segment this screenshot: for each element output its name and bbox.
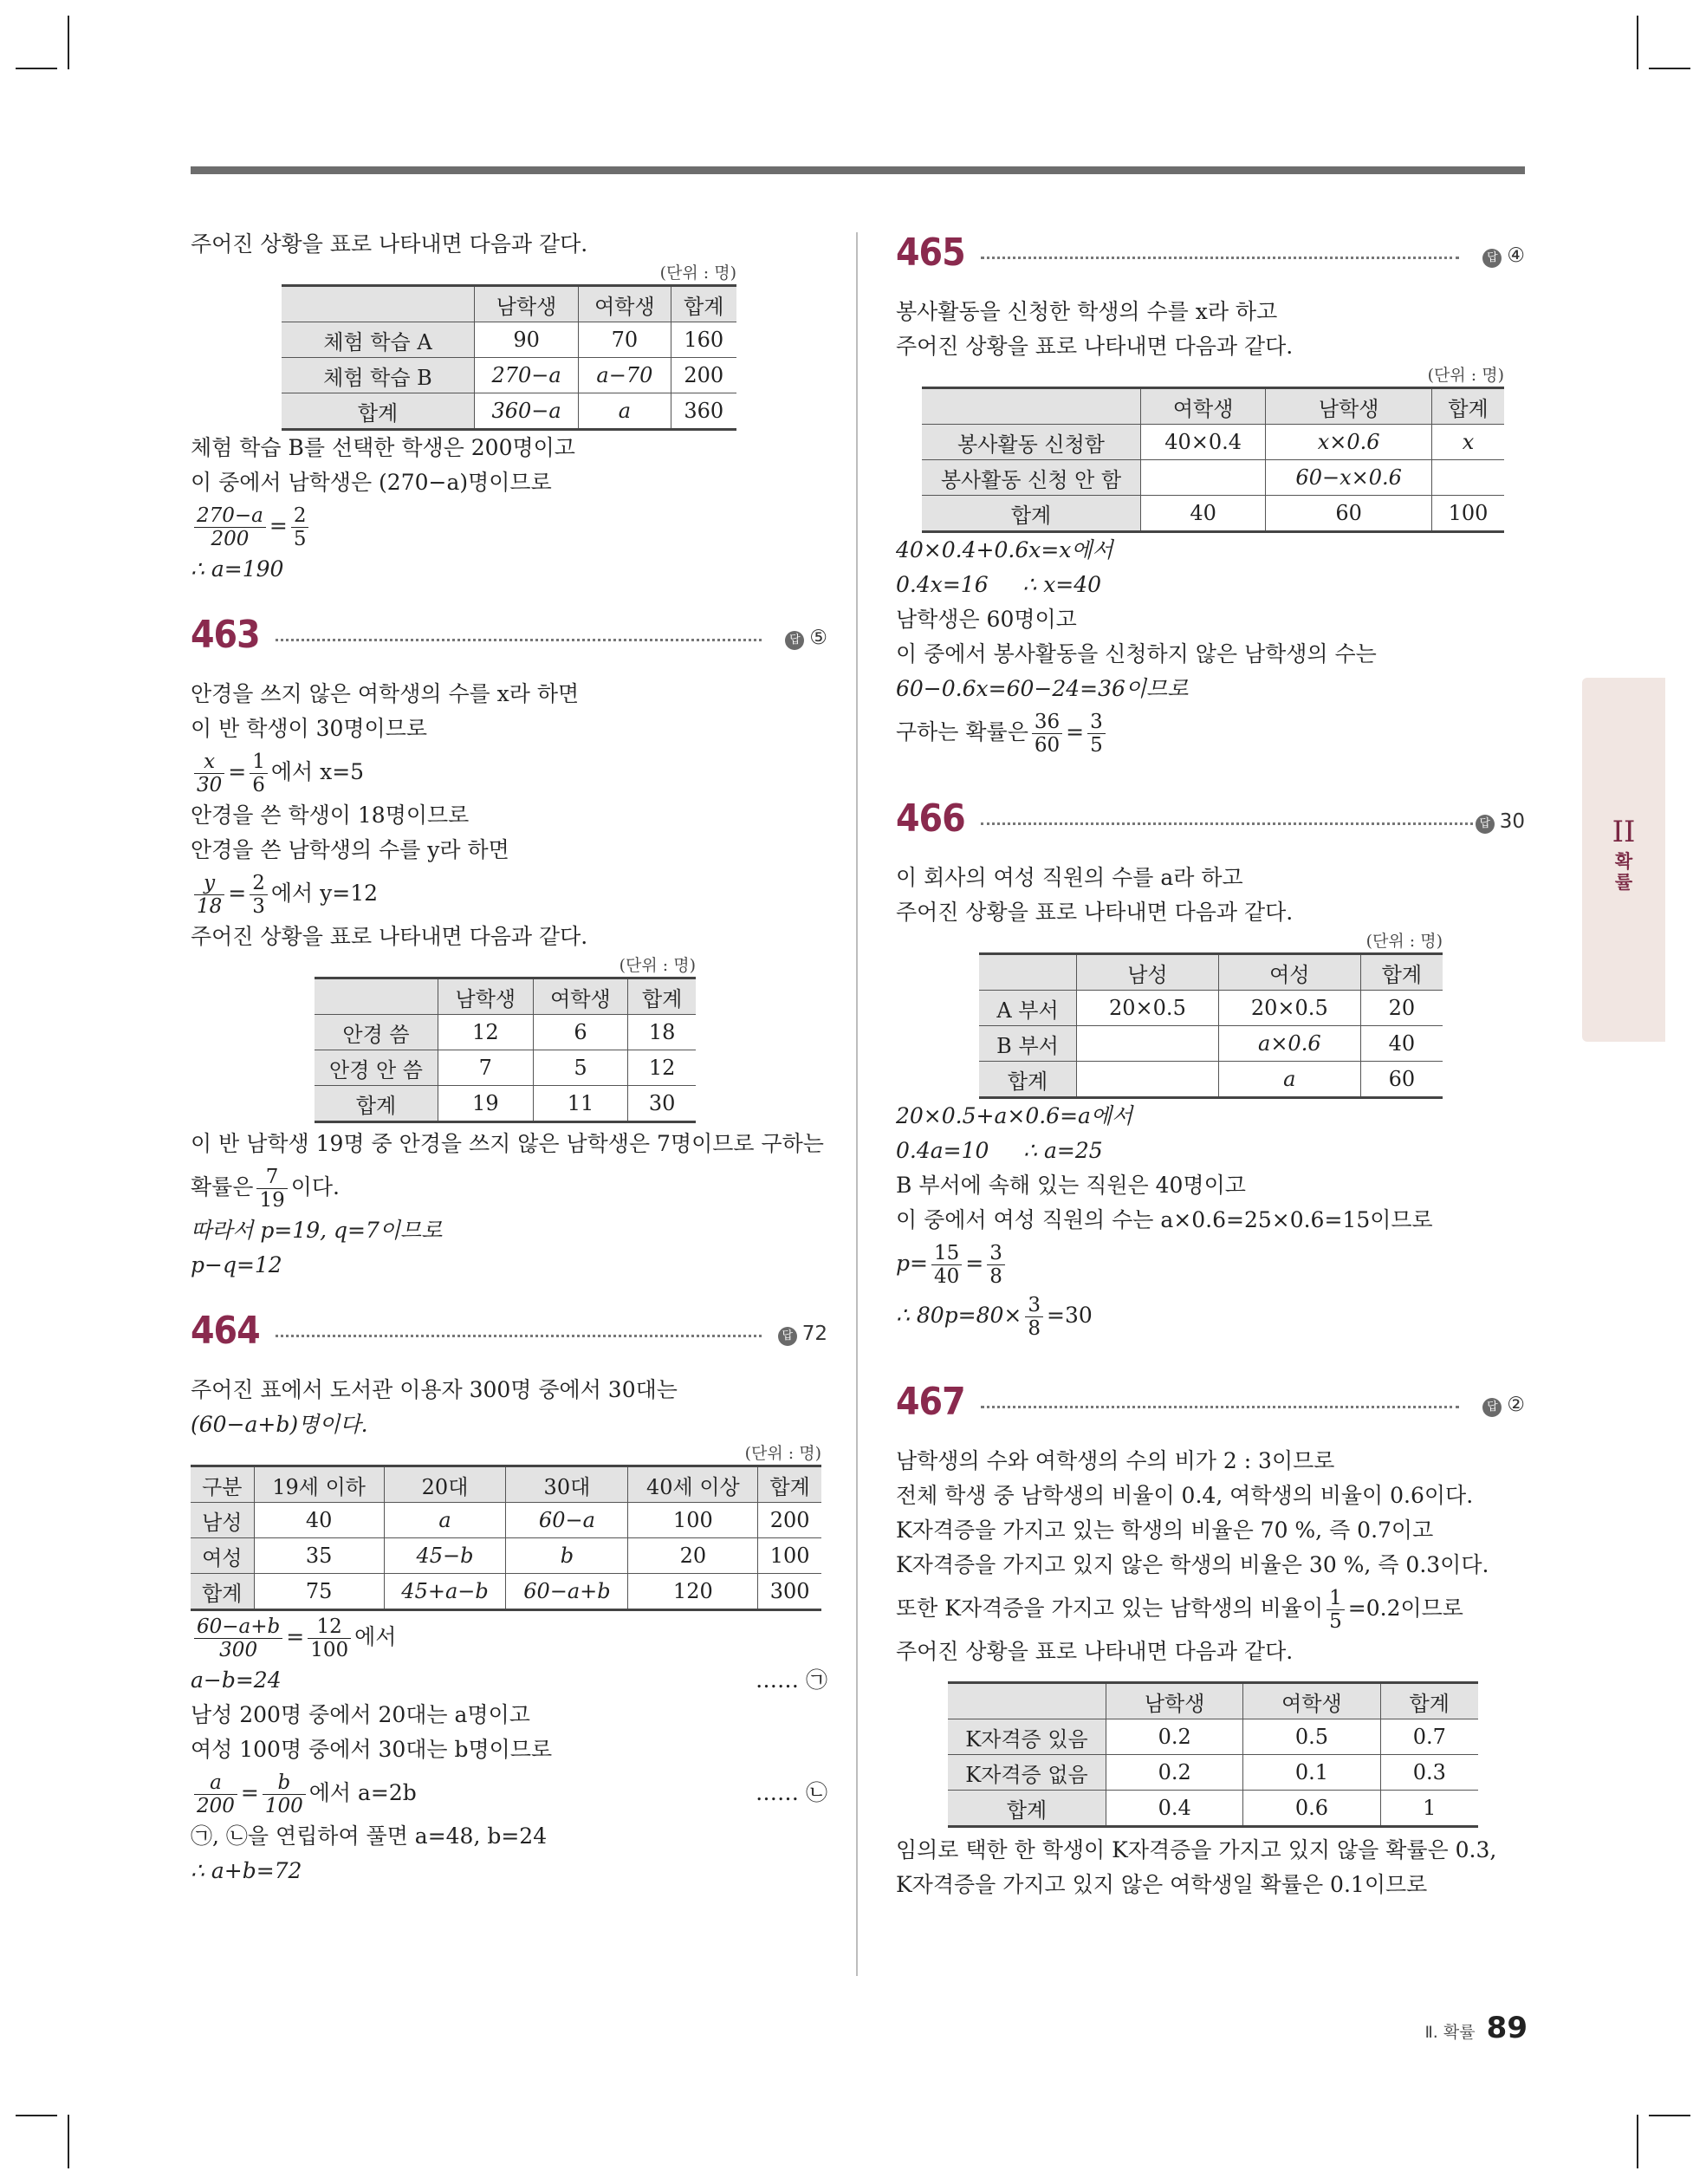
table-block [315, 954, 696, 1123]
text-line: (60−a+b)명이다. [191, 1412, 368, 1437]
equation: $\frac{270-a}{200}$ = $\frac{2}{5}$ [191, 500, 827, 552]
text-line: 체험 학습 B를 선택한 학생은 200명이고 [191, 435, 575, 460]
table-unit: (단위 : 명) [619, 956, 696, 975]
text-line: 전체 학생 중 남학생의 비율이 0.4, 여학생의 비율이 0.6이다. [896, 1483, 1474, 1508]
problem-number: 466 [896, 796, 965, 841]
table-block [191, 1442, 821, 1611]
text-line: 이 중에서 봉사활동을 신청하지 않은 남학생의 수는 [896, 641, 1377, 666]
text-line: 주어진 상황을 표로 나타내면 다음과 같다. [896, 334, 1294, 359]
text-line: 이 중에서 남학생은 (270−a)명이므로 [191, 470, 552, 495]
text-line: 남성 200명 중에서 20대는 a명이고 [191, 1702, 530, 1727]
problem-number: 463 [191, 613, 260, 657]
text-line: 이 반 학생이 30명이므로 [191, 716, 428, 741]
text-line: ㉠, ㉡을 연립하여 풀면 a=48, b=24 [191, 1823, 548, 1849]
dotted-leader [981, 257, 1459, 259]
table-unit: (단위 : 명) [1427, 366, 1504, 385]
crop-mark [1637, 16, 1638, 69]
answer-mark-icon: 답 [1476, 815, 1495, 834]
footer-section: Ⅱ. 확률 [1424, 2023, 1476, 2042]
table-block [282, 262, 736, 431]
text-line: p−q=12 [191, 1252, 282, 1277]
text-line: K자격증을 가지고 있지 않은 학생의 비율은 30 %, 즉 0.3이다. [896, 1552, 1489, 1577]
problem-header-467 [896, 1376, 1525, 1437]
answer: 답 ⑤ [785, 627, 827, 650]
intro-text: 주어진 상황을 표로 나타내면 다음과 같다. [191, 231, 588, 257]
table-unit: (단위 : 명) [1365, 932, 1443, 951]
text-line: 주어진 상황을 표로 나타내면 다음과 같다. [896, 1639, 1294, 1664]
crop-mark [1637, 2115, 1638, 2168]
chapter-number: II [1612, 815, 1636, 849]
left-column [191, 227, 827, 1888]
crop-mark [68, 2115, 69, 2168]
problem-number: 464 [191, 1309, 260, 1353]
problem-header-465 [896, 227, 1525, 288]
text-line: 남학생의 수와 여학생의 수의 비가 2 : 3이므로 [896, 1448, 1335, 1473]
crop-mark [16, 68, 57, 69]
text-line: B 부서에 속해 있는 직원은 40명이고 [896, 1173, 1246, 1198]
dotted-leader [981, 1406, 1459, 1408]
table-library: 구분 19세 이하 20대 30대 40세 이상 합계 남성 40 a 60−a 100 200 여성 35 45−b b 20 100 합계 75 45+a−b 60−a+b 120 300 [191, 1465, 821, 1611]
text-line: 이 반 남학생 19명 중 안경을 쓰지 않은 남학생은 7명이므로 구하는 [191, 1131, 824, 1156]
text-line: 남학생은 60명이고 [896, 607, 1077, 632]
equation: $\frac{a}{200}$ = $\frac{b}{100}$ 에서 a=2b …… ㉡ [191, 1767, 827, 1819]
table-volunteer: 여학생 남학생 합계 봉사활동 신청함 40×0.4 x×0.6 x 봉사활동 신청 안 함 60−x×0.6 합계 40 60 100 [922, 387, 1504, 533]
text-line: 여성 100명 중에서 30대는 b명이므로 [191, 1737, 553, 1762]
chapter-side-tab [1582, 678, 1665, 1042]
equation: $\frac{x}{30}$ = $\frac{1}{6}$ 에서 x=5 [191, 746, 827, 798]
text-line: 안경을 쓰지 않은 여학생의 수를 x라 하면 [191, 681, 580, 706]
answer-mark-icon: 답 [785, 631, 804, 650]
column-divider [856, 232, 858, 1976]
text-line: 주어진 표에서 도서관 이용자 300명 중에서 30대는 [191, 1377, 678, 1402]
text-line: 임의로 택한 한 학생이 K자격증을 가지고 있지 않을 확률은 0.3, [896, 1837, 1497, 1862]
text-line: 봉사활동을 신청한 학생의 수를 x라 하고 [896, 299, 1278, 324]
answer-mark-icon: 답 [1482, 1398, 1502, 1417]
text-line: 20×0.5+a×0.6=a에서 [896, 1103, 1133, 1128]
crop-mark [1649, 68, 1690, 69]
equation: p= $\frac{15}{40}$ = $\frac{3}{8}$ [896, 1238, 1525, 1290]
table-block [922, 364, 1504, 533]
text-line: 안경을 쓴 남학생의 수를 y라 하면 [191, 837, 509, 862]
equation: $\frac{y}{18}$ = $\frac{2}{3}$ 에서 y=12 [191, 868, 827, 920]
dotted-leader [981, 822, 1473, 825]
chapter-label: 확 률 [1614, 851, 1633, 893]
table-certificate: 남학생 여학생 합계 K자격증 있음 0.2 0.5 0.7 K자격증 없음 0.2 0.1 0.3 합계 0.4 0.6 1 [948, 1681, 1478, 1828]
table-unit: (단위 : 명) [659, 263, 736, 283]
page-footer [1424, 2011, 1528, 2045]
text-line: 이 회사의 여성 직원의 수를 a라 하고 [896, 865, 1243, 890]
crop-mark [16, 2115, 57, 2116]
dotted-leader [276, 1335, 762, 1337]
text-line: 40×0.4+0.6x=x에서 [896, 537, 1113, 562]
problem-header-463 [191, 609, 827, 670]
result: ∴ a=190 [191, 556, 284, 582]
crop-mark [68, 16, 69, 69]
equation: 또한 K자격증을 가지고 있는 남학생의 비율이 $\frac{1}{5}$ =0.2이므로 [896, 1587, 1463, 1633]
right-column [896, 227, 1525, 1902]
text-line: a−b=24 …… ㉠ [191, 1667, 827, 1693]
text-line: 60−0.6x=60−24=36이므로 [896, 676, 1189, 701]
text-line: ∴ a+b=72 [191, 1858, 302, 1883]
dotted-leader [276, 639, 762, 641]
answer: 답 ④ [1482, 244, 1525, 268]
table-block [948, 1681, 1478, 1828]
answer: 답 ② [1482, 1394, 1525, 1417]
problem-header-466 [896, 793, 1525, 854]
text-line: 안경을 쓴 학생이 18명이므로 [191, 803, 470, 828]
table-glasses: 남학생 여학생 합계 안경 씀 12 6 18 안경 안 씀 7 5 12 합계 19 11 30 [315, 977, 696, 1123]
text-line: 주어진 상황을 표로 나타내면 다음과 같다. [896, 900, 1294, 925]
answer-mark-icon: 답 [778, 1327, 797, 1346]
text-line: 0.4a=10 ∴ a=25 [896, 1138, 1103, 1163]
text-line: 주어진 상황을 표로 나타내면 다음과 같다. [191, 924, 588, 949]
answer-mark-icon: 답 [1482, 249, 1502, 268]
text-line: K자격증을 가지고 있지 않은 여학생일 확률은 0.1이므로 [896, 1872, 1428, 1897]
equation: 확률은 $\frac{7}{19}$ 이다. [191, 1166, 340, 1212]
table-unit: (단위 : 명) [744, 1444, 821, 1463]
problem-number: 465 [896, 231, 965, 275]
text-line: 0.4x=16 ∴ x=40 [896, 572, 1102, 597]
equation: ∴ 80p=80× $\frac{3}{8}$ =30 [896, 1294, 1093, 1340]
text-line: 따라서 p=19, q=7이므로 [191, 1218, 443, 1243]
table-department: 남성 여성 합계 A 부서 20×0.5 20×0.5 20 B 부서 a×0.6 40 합계 a 60 [979, 952, 1443, 1099]
text-line: 이 중에서 여성 직원의 수는 a×0.6=25×0.6=15이므로 [896, 1207, 1433, 1232]
answer: 답 30 [1476, 810, 1525, 834]
top-rule [191, 166, 1525, 174]
answer: 답 72 [778, 1323, 827, 1346]
text-line: K자격증을 가지고 있는 학생의 비율은 70 %, 즉 0.7이고 [896, 1518, 1434, 1543]
crop-mark [1649, 2115, 1690, 2116]
equation: $\frac{60-a+b}{300}$ = $\frac{12}{100}$ 에서 [191, 1611, 827, 1663]
page-number: 89 [1486, 2011, 1528, 2045]
table-experience: 남학생 여학생 합계 체험 학습 A 90 70 160 체험 학습 B 270−a a−70 200 합계 360−a a 360 [282, 284, 736, 431]
problem-number: 467 [896, 1380, 965, 1424]
problem-header-464 [191, 1305, 827, 1366]
table-block [979, 930, 1443, 1099]
equation: 구하는 확률은 $\frac{36}{60}$ = $\frac{3}{5}$ [896, 706, 1525, 758]
